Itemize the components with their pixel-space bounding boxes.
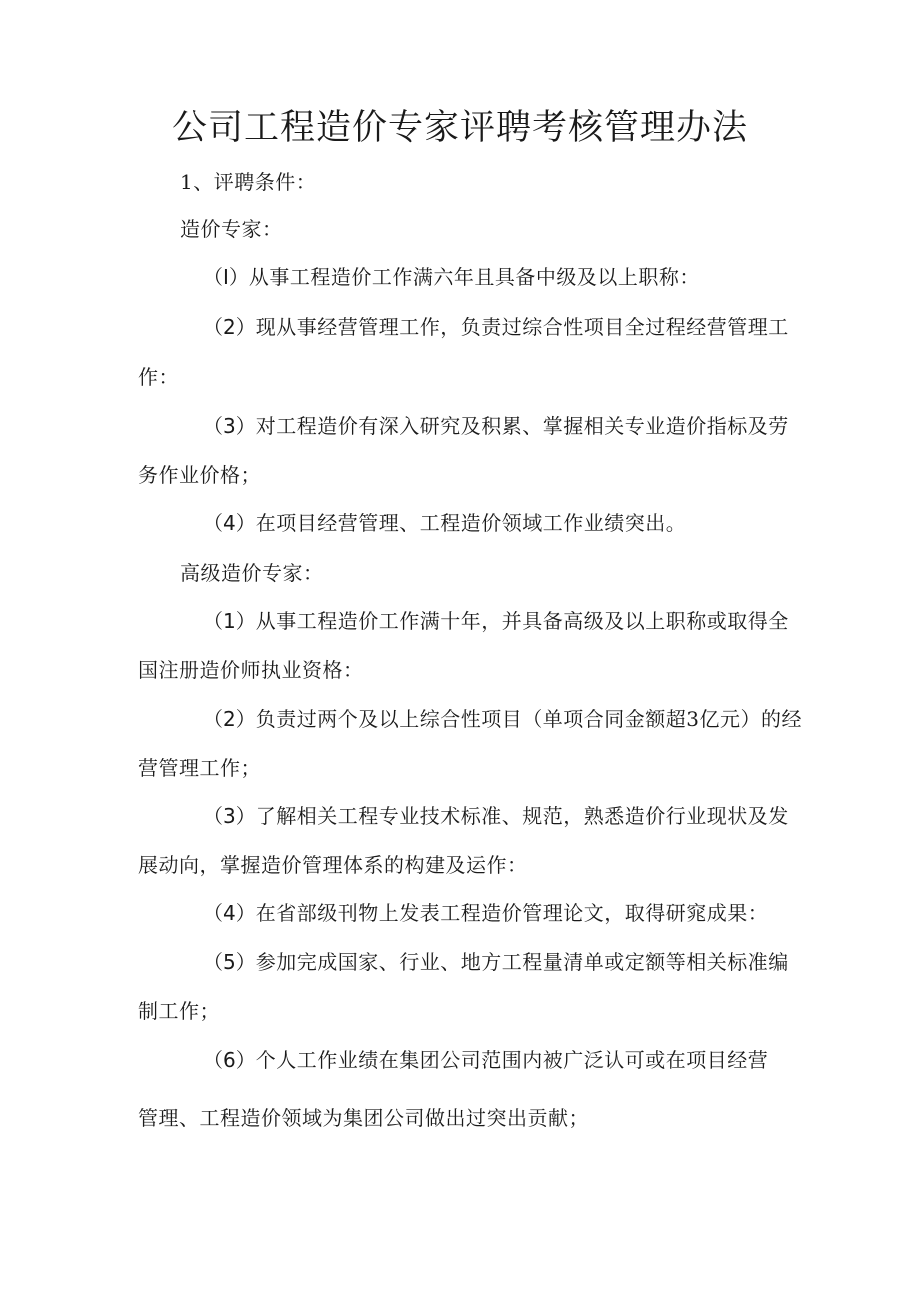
item-text: 从事工程造价工作满十年，并具备高级及以上职称或取得全 xyxy=(255,609,789,633)
section-heading: 1、评聘条件： xyxy=(180,170,317,194)
senior-item-3-continued: 展动向，掌握造价管理体系的构建及运作： xyxy=(138,853,528,877)
item-text: 负责过两个及以上综合性项目（单项合同金额超3亿元）的经 xyxy=(255,707,802,731)
senior-item-6 xyxy=(203,1045,768,1075)
expert-item-3 xyxy=(203,411,789,441)
senior-item-5 xyxy=(203,947,789,977)
item-text: 现从事经营管理工作，负责过综合性项目全过程经营管理工 xyxy=(255,315,789,339)
senior-item-4 xyxy=(203,898,768,928)
item-number: （4） xyxy=(203,511,256,535)
expert-item-4 xyxy=(203,508,686,538)
item-text: 对工程造价有深入研究及积累、掌握相关专业造价指标及劳 xyxy=(255,414,789,438)
item-number: （2） xyxy=(203,707,256,731)
senior-item-1-continued: 国注册造价师执业资格： xyxy=(138,658,364,682)
senior-item-6-continued: 管理、工程造价领域为集团公司做出过突出贡献； xyxy=(138,1106,589,1130)
senior-item-5-continued: 制工作； xyxy=(138,999,220,1023)
item-text: 了解相关工程专业技术标准、规范，熟悉造价行业现状及发 xyxy=(255,804,789,828)
item-text: 在省部级刊物上发表工程造价管理论文，取得研窕成果： xyxy=(255,901,769,925)
expert-item-2-continued: 作： xyxy=(138,365,179,389)
expert-heading: 造价专家： xyxy=(180,217,283,241)
item-number: （4） xyxy=(203,901,256,925)
expert-item-3-continued: 务作业价格； xyxy=(138,463,261,487)
item-number: （1） xyxy=(203,609,256,633)
item-text: 参加完成国家、行业、地方工程量清单或定额等相关标准编 xyxy=(255,950,789,974)
item-number: （3） xyxy=(203,414,256,438)
senior-item-2-continued: 营管理工作； xyxy=(138,756,261,780)
senior-expert-heading: 高级造价专家： xyxy=(180,561,324,585)
item-number: （5） xyxy=(203,950,256,974)
item-text: 个人工作业绩在集团公司范围内被广泛认可或在项目经营 xyxy=(255,1048,769,1072)
item-number: （6） xyxy=(203,1048,256,1072)
item-number: （3） xyxy=(203,804,256,828)
item-text: 在项目经营管理、工程造价领域工作业绩突出。 xyxy=(255,511,687,535)
document-title: 公司工程造价专家评聘考核管理办法 xyxy=(171,108,748,148)
expert-item-2 xyxy=(203,312,789,342)
senior-item-3 xyxy=(203,801,789,831)
item-text: 从事工程造价工作满六年且具备中级及以上职称： xyxy=(248,265,700,289)
item-number: （2） xyxy=(203,315,256,339)
senior-item-2 xyxy=(203,704,802,734)
senior-item-1 xyxy=(203,606,789,636)
expert-item-1 xyxy=(203,262,700,292)
item-number: （I） xyxy=(203,265,249,289)
